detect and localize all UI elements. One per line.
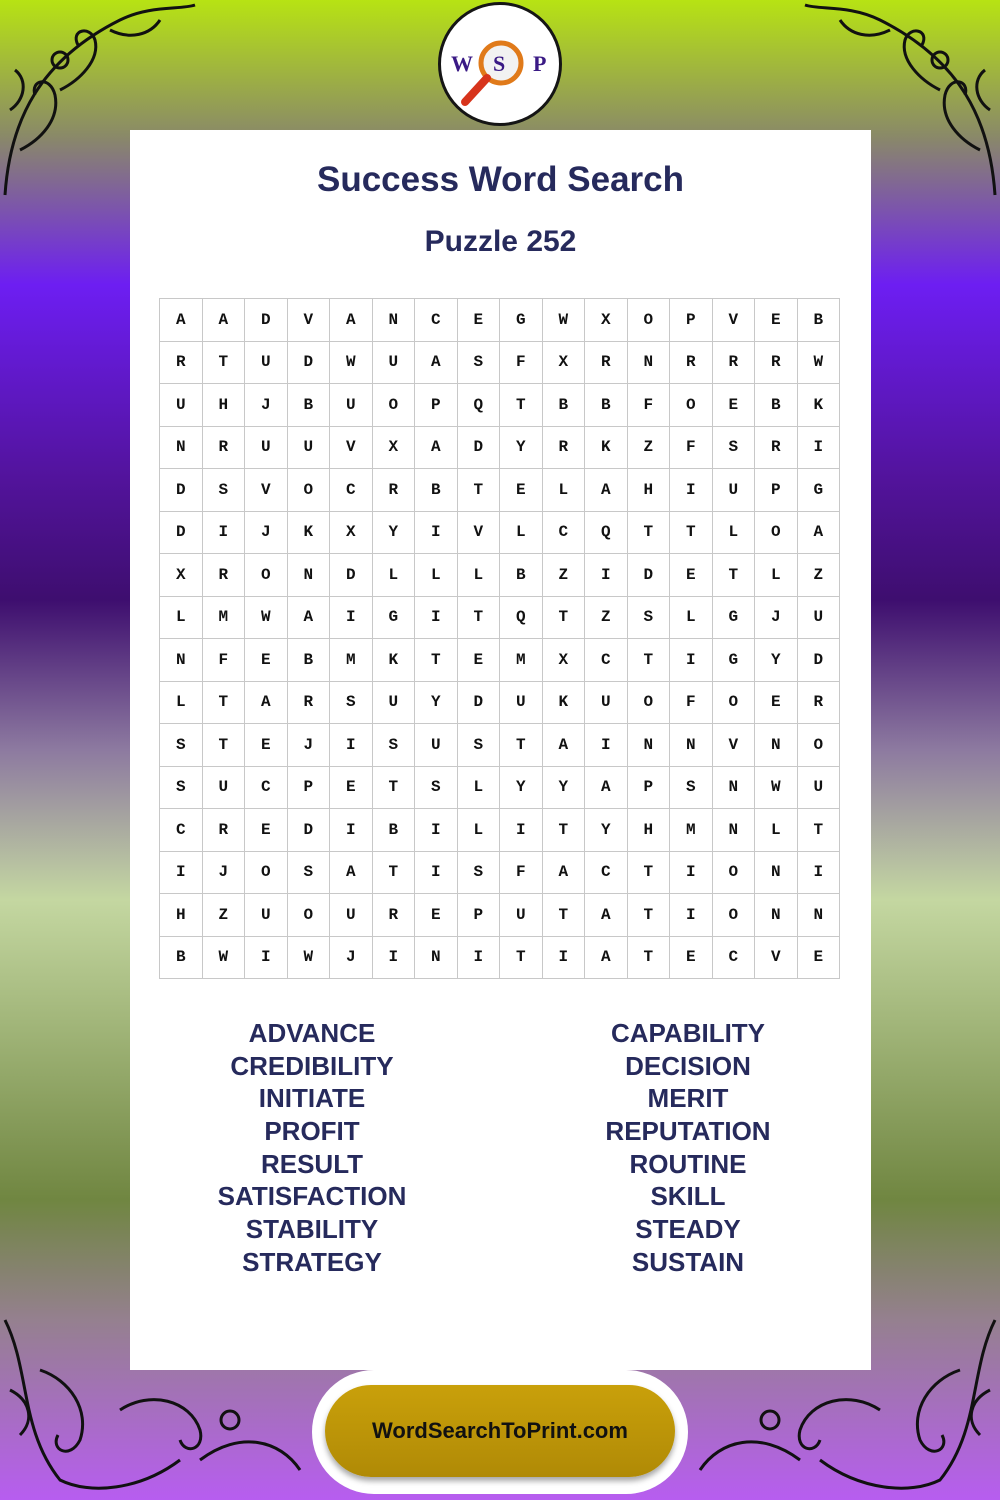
- grid-cell[interactable]: I: [670, 469, 713, 512]
- grid-cell[interactable]: A: [245, 682, 288, 725]
- grid-cell[interactable]: T: [543, 809, 586, 852]
- grid-cell[interactable]: X: [373, 427, 416, 470]
- word-item: SUSTAIN: [631, 1246, 745, 1277]
- grid-cell[interactable]: U: [798, 767, 841, 810]
- grid-cell[interactable]: K: [373, 639, 416, 682]
- puzzle-panel: [130, 130, 871, 1370]
- grid-cell[interactable]: A: [160, 299, 203, 342]
- grid-cell[interactable]: P: [670, 299, 713, 342]
- word-item: CREDIBILITY: [230, 1050, 394, 1081]
- grid-cell[interactable]: I: [330, 724, 373, 767]
- grid-cell[interactable]: L: [500, 512, 543, 555]
- grid-cell[interactable]: U: [245, 894, 288, 937]
- grid-cell[interactable]: V: [713, 724, 756, 767]
- grid-cell[interactable]: B: [288, 384, 331, 427]
- grid-cell[interactable]: G: [500, 299, 543, 342]
- grid-cell[interactable]: E: [245, 724, 288, 767]
- word-item: INITIATE: [258, 1083, 366, 1114]
- grid-cell[interactable]: S: [203, 469, 246, 512]
- grid-cell[interactable]: J: [330, 937, 373, 980]
- grid-cell[interactable]: D: [628, 554, 671, 597]
- grid-cell[interactable]: I: [330, 597, 373, 640]
- grid-cell[interactable]: V: [713, 299, 756, 342]
- grid-cell[interactable]: F: [670, 427, 713, 470]
- grid-cell[interactable]: I: [245, 937, 288, 980]
- grid-cell[interactable]: K: [288, 512, 331, 555]
- grid-cell[interactable]: T: [458, 469, 501, 512]
- grid-cell[interactable]: Y: [500, 427, 543, 470]
- grid-cell[interactable]: E: [755, 682, 798, 725]
- grid-cell[interactable]: F: [670, 682, 713, 725]
- grid-cell[interactable]: T: [373, 852, 416, 895]
- grid-cell[interactable]: T: [628, 512, 671, 555]
- grid-cell[interactable]: R: [713, 342, 756, 385]
- grid-cell[interactable]: L: [755, 809, 798, 852]
- grid-cell[interactable]: R: [288, 682, 331, 725]
- grid-cell[interactable]: R: [203, 554, 246, 597]
- grid-cell[interactable]: I: [160, 852, 203, 895]
- grid-cell[interactable]: O: [628, 682, 671, 725]
- grid-cell[interactable]: T: [500, 937, 543, 980]
- grid-cell[interactable]: S: [160, 724, 203, 767]
- page-title: Success Word Search: [316, 160, 685, 199]
- grid-cell[interactable]: T: [203, 682, 246, 725]
- grid-cell[interactable]: I: [585, 724, 628, 767]
- word-item: DECISION: [625, 1050, 751, 1081]
- grid-cell[interactable]: T: [628, 639, 671, 682]
- word-item: RESULT: [260, 1148, 364, 1179]
- grid-cell[interactable]: A: [330, 852, 373, 895]
- grid-cell[interactable]: T: [500, 724, 543, 767]
- logo-letter-s: S: [493, 51, 506, 76]
- grid-cell[interactable]: O: [713, 682, 756, 725]
- grid-cell[interactable]: U: [798, 597, 841, 640]
- grid-cell[interactable]: H: [203, 384, 246, 427]
- grid-cell[interactable]: U: [585, 682, 628, 725]
- grid-cell[interactable]: F: [203, 639, 246, 682]
- grid-cell[interactable]: C: [543, 512, 586, 555]
- word-item: SATISFACTION: [217, 1181, 407, 1212]
- grid-cell[interactable]: I: [798, 427, 841, 470]
- site-logo[interactable]: [438, 2, 562, 126]
- grid-cell[interactable]: X: [160, 554, 203, 597]
- grid-cell[interactable]: T: [458, 597, 501, 640]
- word-item: ROUTINE: [629, 1148, 747, 1179]
- grid-cell[interactable]: S: [628, 597, 671, 640]
- grid-cell[interactable]: L: [458, 809, 501, 852]
- grid-cell[interactable]: R: [373, 894, 416, 937]
- grid-cell[interactable]: R: [755, 342, 798, 385]
- grid-cell[interactable]: U: [373, 682, 416, 725]
- word-item: SKILL: [650, 1181, 726, 1212]
- grid-cell[interactable]: Y: [373, 512, 416, 555]
- grid-cell[interactable]: O: [798, 724, 841, 767]
- grid-cell[interactable]: E: [415, 894, 458, 937]
- grid-cell[interactable]: W: [330, 342, 373, 385]
- grid-cell[interactable]: S: [458, 852, 501, 895]
- grid-cell[interactable]: A: [543, 852, 586, 895]
- grid-cell[interactable]: J: [245, 512, 288, 555]
- grid-cell[interactable]: Z: [585, 597, 628, 640]
- grid-cell[interactable]: P: [458, 894, 501, 937]
- grid-cell[interactable]: B: [543, 384, 586, 427]
- grid-cell[interactable]: J: [203, 852, 246, 895]
- grid-cell[interactable]: U: [500, 682, 543, 725]
- grid-cell[interactable]: U: [330, 894, 373, 937]
- grid-cell[interactable]: T: [203, 724, 246, 767]
- grid-cell[interactable]: D: [245, 299, 288, 342]
- grid-cell[interactable]: O: [628, 299, 671, 342]
- grid-cell[interactable]: A: [585, 767, 628, 810]
- grid-cell[interactable]: A: [288, 597, 331, 640]
- grid-cell[interactable]: B: [798, 299, 841, 342]
- grid-cell[interactable]: R: [373, 469, 416, 512]
- grid-cell[interactable]: V: [245, 469, 288, 512]
- grid-cell[interactable]: I: [415, 512, 458, 555]
- word-item: STABILITY: [245, 1214, 379, 1245]
- grid-cell[interactable]: O: [288, 894, 331, 937]
- grid-cell[interactable]: Y: [543, 767, 586, 810]
- word-item: STRATEGY: [242, 1246, 382, 1277]
- grid-cell[interactable]: A: [585, 469, 628, 512]
- grid-cell[interactable]: D: [330, 554, 373, 597]
- grid-cell[interactable]: S: [713, 427, 756, 470]
- grid-cell[interactable]: O: [245, 554, 288, 597]
- grid-cell[interactable]: S: [670, 767, 713, 810]
- grid-cell[interactable]: U: [415, 724, 458, 767]
- grid-cell[interactable]: R: [543, 427, 586, 470]
- grid-cell[interactable]: I: [670, 894, 713, 937]
- grid-cell[interactable]: A: [415, 427, 458, 470]
- grid-cell[interactable]: N: [755, 852, 798, 895]
- grid-cell[interactable]: O: [713, 852, 756, 895]
- grid-cell[interactable]: A: [203, 299, 246, 342]
- grid-cell[interactable]: H: [628, 469, 671, 512]
- grid-cell[interactable]: B: [288, 639, 331, 682]
- grid-cell[interactable]: I: [798, 852, 841, 895]
- grid-cell[interactable]: P: [415, 384, 458, 427]
- grid-cell[interactable]: N: [628, 342, 671, 385]
- grid-cell[interactable]: R: [585, 342, 628, 385]
- word-item: PROFIT: [264, 1116, 360, 1147]
- grid-cell[interactable]: X: [330, 512, 373, 555]
- grid-cell[interactable]: Q: [585, 512, 628, 555]
- grid-cell[interactable]: H: [160, 894, 203, 937]
- word-item: ADVANCE: [248, 1018, 376, 1048]
- grid-cell[interactable]: L: [373, 554, 416, 597]
- grid-cell[interactable]: D: [458, 427, 501, 470]
- grid-cell[interactable]: N: [160, 639, 203, 682]
- grid-cell[interactable]: E: [458, 299, 501, 342]
- grid-cell[interactable]: W: [543, 299, 586, 342]
- grid-cell[interactable]: L: [458, 767, 501, 810]
- grid-cell[interactable]: Y: [755, 639, 798, 682]
- grid-cell[interactable]: K: [585, 427, 628, 470]
- grid-cell[interactable]: W: [203, 937, 246, 980]
- grid-cell[interactable]: L: [415, 554, 458, 597]
- grid-cell[interactable]: N: [628, 724, 671, 767]
- puzzle-number: Puzzle 252: [424, 225, 577, 258]
- grid-cell[interactable]: G: [373, 597, 416, 640]
- grid-cell[interactable]: R: [203, 809, 246, 852]
- grid-cell[interactable]: T: [628, 852, 671, 895]
- grid-cell[interactable]: U: [203, 767, 246, 810]
- grid-cell[interactable]: M: [670, 809, 713, 852]
- grid-cell[interactable]: B: [500, 554, 543, 597]
- grid-cell[interactable]: M: [500, 639, 543, 682]
- grid-cell[interactable]: I: [373, 937, 416, 980]
- grid-cell[interactable]: T: [543, 597, 586, 640]
- grid-cell[interactable]: B: [415, 469, 458, 512]
- grid-cell[interactable]: V: [288, 299, 331, 342]
- grid-cell[interactable]: T: [713, 554, 756, 597]
- grid-cell[interactable]: P: [755, 469, 798, 512]
- grid-cell[interactable]: R: [798, 682, 841, 725]
- grid-cell[interactable]: L: [670, 597, 713, 640]
- grid-cell[interactable]: E: [458, 639, 501, 682]
- grid-cell[interactable]: E: [670, 937, 713, 980]
- word-item: STEADY: [635, 1214, 741, 1245]
- grid-cell[interactable]: A: [330, 299, 373, 342]
- grid-cell[interactable]: R: [670, 342, 713, 385]
- grid-cell[interactable]: L: [713, 512, 756, 555]
- grid-cell[interactable]: N: [755, 894, 798, 937]
- grid-cell[interactable]: N: [373, 299, 416, 342]
- grid-cell[interactable]: N: [415, 937, 458, 980]
- grid-cell[interactable]: O: [288, 469, 331, 512]
- grid-cell[interactable]: D: [458, 682, 501, 725]
- grid-cell[interactable]: R: [203, 427, 246, 470]
- grid-cell[interactable]: I: [203, 512, 246, 555]
- grid-cell[interactable]: T: [628, 937, 671, 980]
- word-item: MERIT: [647, 1083, 729, 1114]
- word-list-left: [147, 1017, 477, 1279]
- grid-cell[interactable]: O: [245, 852, 288, 895]
- grid-cell[interactable]: F: [500, 852, 543, 895]
- logo-letter-p: P: [533, 51, 547, 76]
- grid-cell[interactable]: T: [373, 767, 416, 810]
- grid-cell[interactable]: O: [755, 512, 798, 555]
- grid-cell[interactable]: U: [713, 469, 756, 512]
- grid-cell[interactable]: F: [628, 384, 671, 427]
- grid-cell[interactable]: U: [373, 342, 416, 385]
- grid-cell[interactable]: G: [713, 639, 756, 682]
- grid-cell[interactable]: L: [160, 597, 203, 640]
- grid-cell[interactable]: A: [543, 724, 586, 767]
- grid-cell[interactable]: S: [458, 342, 501, 385]
- grid-cell[interactable]: I: [585, 554, 628, 597]
- grid-cell[interactable]: L: [543, 469, 586, 512]
- grid-cell[interactable]: S: [458, 724, 501, 767]
- website-link-button[interactable]: WordSearchToPrint.com: [325, 1385, 675, 1477]
- grid-cell[interactable]: N: [798, 894, 841, 937]
- grid-cell[interactable]: H: [628, 809, 671, 852]
- grid-cell[interactable]: S: [160, 767, 203, 810]
- grid-cell[interactable]: V: [330, 427, 373, 470]
- grid-cell[interactable]: B: [373, 809, 416, 852]
- grid-cell[interactable]: K: [543, 682, 586, 725]
- grid-cell[interactable]: C: [585, 639, 628, 682]
- grid-cell[interactable]: U: [500, 894, 543, 937]
- grid-cell[interactable]: I: [500, 809, 543, 852]
- grid-cell[interactable]: I: [415, 597, 458, 640]
- grid-cell[interactable]: J: [245, 384, 288, 427]
- grid-cell[interactable]: Z: [628, 427, 671, 470]
- grid-cell[interactable]: E: [798, 937, 841, 980]
- logo-letter-w: W: [451, 51, 473, 76]
- grid-cell[interactable]: T: [670, 512, 713, 555]
- grid-cell[interactable]: N: [755, 724, 798, 767]
- grid-cell[interactable]: R: [755, 427, 798, 470]
- grid-cell[interactable]: S: [373, 724, 416, 767]
- grid-cell[interactable]: T: [203, 342, 246, 385]
- grid-cell[interactable]: A: [585, 894, 628, 937]
- grid-cell[interactable]: M: [330, 639, 373, 682]
- grid-cell[interactable]: Y: [415, 682, 458, 725]
- grid-cell[interactable]: R: [160, 342, 203, 385]
- grid-cell[interactable]: M: [203, 597, 246, 640]
- grid-cell[interactable]: E: [713, 384, 756, 427]
- grid-cell[interactable]: I: [458, 937, 501, 980]
- grid-cell[interactable]: C: [330, 469, 373, 512]
- grid-cell[interactable]: V: [755, 937, 798, 980]
- grid-cell[interactable]: U: [160, 384, 203, 427]
- grid-cell[interactable]: E: [245, 809, 288, 852]
- grid-cell[interactable]: Y: [585, 809, 628, 852]
- grid-cell[interactable]: I: [330, 809, 373, 852]
- grid-cell[interactable]: L: [755, 554, 798, 597]
- grid-cell[interactable]: O: [670, 384, 713, 427]
- grid-cell[interactable]: E: [500, 469, 543, 512]
- grid-cell[interactable]: O: [373, 384, 416, 427]
- grid-cell[interactable]: L: [160, 682, 203, 725]
- grid-cell[interactable]: I: [415, 809, 458, 852]
- word-item: REPUTATION: [605, 1116, 771, 1147]
- grid-cell[interactable]: D: [160, 469, 203, 512]
- grid-cell[interactable]: Z: [203, 894, 246, 937]
- grid-cell[interactable]: Z: [798, 554, 841, 597]
- word-list-right: [523, 1017, 853, 1279]
- grid-cell[interactable]: G: [713, 597, 756, 640]
- grid-cell[interactable]: W: [245, 597, 288, 640]
- grid-cell[interactable]: W: [798, 342, 841, 385]
- grid-cell[interactable]: S: [415, 767, 458, 810]
- grid-cell[interactable]: D: [288, 809, 331, 852]
- grid-cell[interactable]: S: [330, 682, 373, 725]
- grid-cell[interactable]: E: [670, 554, 713, 597]
- grid-cell[interactable]: N: [670, 724, 713, 767]
- grid-cell[interactable]: B: [585, 384, 628, 427]
- grid-cell[interactable]: Z: [543, 554, 586, 597]
- grid-cell[interactable]: W: [755, 767, 798, 810]
- grid-cell[interactable]: Q: [500, 597, 543, 640]
- grid-cell[interactable]: C: [415, 299, 458, 342]
- grid-cell[interactable]: T: [500, 384, 543, 427]
- grid-cell[interactable]: C: [713, 937, 756, 980]
- grid-cell[interactable]: F: [500, 342, 543, 385]
- grid-cell[interactable]: U: [245, 342, 288, 385]
- grid-cell[interactable]: E: [755, 299, 798, 342]
- grid-cell[interactable]: A: [798, 512, 841, 555]
- grid-cell[interactable]: P: [628, 767, 671, 810]
- grid-cell[interactable]: O: [713, 894, 756, 937]
- grid-cell[interactable]: J: [288, 724, 331, 767]
- grid-cell[interactable]: T: [543, 894, 586, 937]
- grid-cell[interactable]: T: [798, 809, 841, 852]
- grid-cell[interactable]: J: [755, 597, 798, 640]
- grid-cell[interactable]: U: [288, 427, 331, 470]
- grid-cell[interactable]: B: [755, 384, 798, 427]
- grid-cell[interactable]: C: [245, 767, 288, 810]
- grid-cell[interactable]: D: [288, 342, 331, 385]
- grid-cell[interactable]: B: [160, 937, 203, 980]
- grid-cell[interactable]: T: [628, 894, 671, 937]
- grid-cell[interactable]: X: [543, 342, 586, 385]
- grid-cell[interactable]: K: [798, 384, 841, 427]
- grid-cell[interactable]: E: [245, 639, 288, 682]
- grid-cell[interactable]: W: [288, 937, 331, 980]
- grid-cell[interactable]: N: [713, 767, 756, 810]
- grid-cell[interactable]: N: [288, 554, 331, 597]
- grid-cell[interactable]: U: [245, 427, 288, 470]
- grid-cell[interactable]: Q: [458, 384, 501, 427]
- grid-cell[interactable]: Y: [500, 767, 543, 810]
- grid-cell[interactable]: I: [543, 937, 586, 980]
- grid-cell[interactable]: C: [160, 809, 203, 852]
- grid-cell[interactable]: I: [415, 852, 458, 895]
- grid-cell[interactable]: L: [458, 554, 501, 597]
- grid-cell[interactable]: D: [160, 512, 203, 555]
- grid-cell[interactable]: P: [288, 767, 331, 810]
- grid-cell[interactable]: A: [585, 937, 628, 980]
- grid-cell[interactable]: I: [670, 639, 713, 682]
- grid-cell[interactable]: V: [458, 512, 501, 555]
- grid-cell[interactable]: D: [798, 639, 841, 682]
- grid-cell[interactable]: C: [585, 852, 628, 895]
- grid-cell[interactable]: N: [713, 809, 756, 852]
- word-item: CAPABILITY: [610, 1018, 766, 1048]
- grid-cell[interactable]: U: [330, 384, 373, 427]
- grid-cell[interactable]: X: [585, 299, 628, 342]
- grid-cell[interactable]: I: [670, 852, 713, 895]
- grid-cell[interactable]: X: [543, 639, 586, 682]
- grid-cell[interactable]: G: [798, 469, 841, 512]
- grid-cell[interactable]: N: [160, 427, 203, 470]
- letter-grid: [159, 298, 840, 979]
- grid-cell[interactable]: S: [288, 852, 331, 895]
- grid-cell[interactable]: T: [415, 639, 458, 682]
- grid-cell[interactable]: A: [415, 342, 458, 385]
- grid-cell[interactable]: E: [330, 767, 373, 810]
